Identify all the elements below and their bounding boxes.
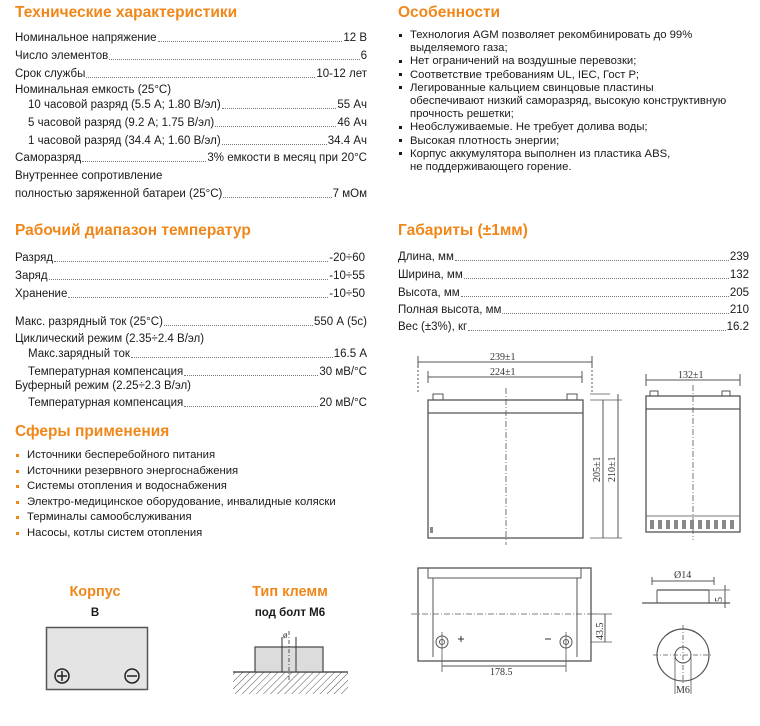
inner-length-dimension: 224±1 (490, 367, 516, 378)
tech-row: Число элементов 6 (15, 50, 367, 62)
tech-row: Срок службы 10-12 лет (15, 68, 367, 80)
resistance-row: полностью заряженной батареи (25°С) 7 мОм (15, 188, 367, 200)
width-dimension: 132±1 (678, 370, 704, 381)
cyclic-row: Температурная компенсация 30 мВ/°С (28, 366, 367, 378)
dimension-row: Ширина, мм 132 (398, 269, 749, 281)
self-discharge-row: Саморазряд 3% емкости в месяц при 20°С (15, 152, 367, 164)
terminal-type: под болт М6 (254, 607, 326, 619)
capacity-row: 5 часовой разряд (9.2 А; 1.75 В/эл) 46 Ач (28, 117, 367, 129)
terminal-top-dimension: 5 (714, 597, 725, 602)
terminal-diameter-dimension: Ø14 (674, 570, 692, 581)
dimension-row: Высота, мм 205 (398, 287, 749, 299)
feature-item: Нет ограничений на воздушные перевозки; (398, 55, 753, 68)
terminal-diagram (233, 625, 348, 695)
dimension-row: Длина, мм 239 (398, 251, 749, 263)
feature-item: Высокая плотность энергии; (398, 135, 753, 148)
list-item: Насосы, котлы систем отопления (15, 526, 336, 542)
full-height-dimension: 210±1 (607, 456, 618, 482)
dimension-row: Полная высота, мм 210 (398, 304, 749, 316)
spheres-list (15, 448, 336, 541)
list-item: Источники бесперебойного питания (15, 448, 336, 464)
max-current-row: Макс. разрядный ток (25°С) 550 А (5с) (15, 316, 367, 328)
buffer-title: Буферный режим (2.25÷2.3 В/эл) (15, 380, 192, 392)
temp-row: Разряд -20÷60 (15, 252, 365, 264)
tech-title: Технические характеристики (15, 4, 238, 21)
case-title: Корпус (69, 584, 121, 600)
svg-text:ø: ø (283, 630, 288, 640)
dimensions-title: Габариты (±1мм) (398, 222, 528, 239)
cyclic-row: Макс.зарядный ток 16.5 А (28, 348, 367, 360)
case-type: B (90, 607, 100, 619)
height-dimension: 205±1 (592, 456, 603, 482)
features-list (398, 29, 753, 174)
buffer-row: Температурная компенсация 20 мВ/°С (28, 397, 367, 409)
features-title: Особенности (398, 4, 501, 21)
feature-item: Необслуживаемые. Не требует долива воды; (398, 121, 753, 134)
feature-item: Технология AGM позволяет рекомбинировать до 99% выделяемого газа; (398, 29, 753, 55)
list-item: Источники резервного энергоснабжения (15, 464, 336, 480)
feature-item: Легированные кальцием свинцовые пластины обеспечивают низкий саморазряд, высокую конструктивную прочность решетки; (398, 82, 753, 122)
resistance-title: Внутреннее сопротивление (15, 170, 163, 182)
terminal-spacing-dimension: 178.5 (490, 667, 513, 678)
feature-item: Корпус аккумулятора выполнен из пластика ABS, не поддерживающего горение. (398, 148, 753, 174)
capacity-row: 1 часовой разряд (34.4 А; 1.60 В/эл) 34.4 Ач (28, 135, 367, 147)
cyclic-title: Циклический режим (2.35÷2.4 В/эл) (15, 333, 205, 345)
terminal-title: Тип клемм (252, 584, 328, 600)
capacity-row: 10 часовой разряд (5.5 А; 1.80 В/эл) 55 Ач (28, 99, 367, 111)
list-item: Электро-медицинское оборудование, инвалидные коляски (15, 495, 336, 511)
list-item: Системы отопления и водоснабжения (15, 479, 336, 495)
terminal-height-dimension: 43.5 (595, 622, 606, 640)
length-dimension: 239±1 (490, 352, 516, 363)
feature-item: Соответствие требованиям UL, IEC, Гост Р; (398, 69, 753, 82)
terminal-thread-dimension: M6 (676, 685, 690, 696)
temp-row: Заряд -10÷55 (15, 270, 365, 282)
tech-row: Номинальное напряжение 12 В (15, 32, 367, 44)
capacity-title: Номинальная емкость (25°С) (15, 84, 172, 96)
dimension-row: Вес (±3%), кг 16.2 (398, 321, 749, 333)
temp-row: Хранение -10÷50 (15, 288, 365, 300)
case-diagram (45, 626, 150, 692)
temp-title: Рабочий диапазон температур (15, 222, 251, 239)
list-item: Терминалы самообслуживания (15, 510, 336, 526)
spheres-title: Сферы применения (15, 423, 170, 440)
